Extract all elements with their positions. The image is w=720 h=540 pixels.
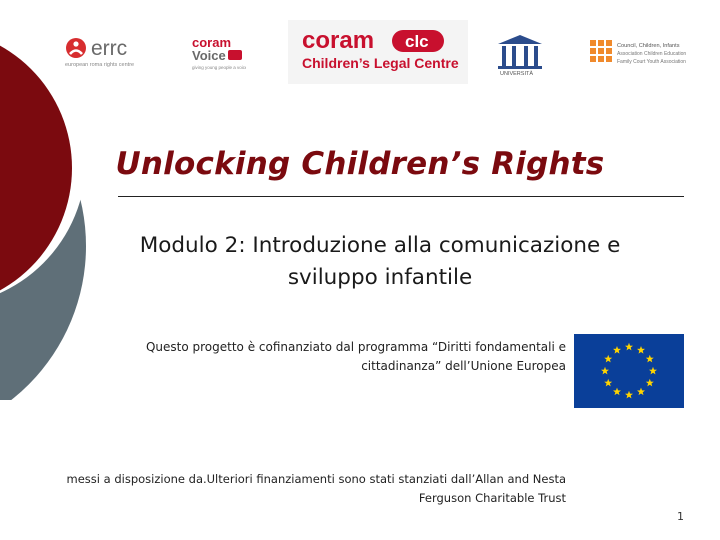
dots-grid-icon xyxy=(590,40,612,62)
subtitle-line-2: sviluppo infantile xyxy=(287,265,473,290)
eu-star xyxy=(625,391,633,399)
ccfja-line3: Family Court Youth Association xyxy=(617,59,686,65)
ccfja-line1: Council, Children, Infants xyxy=(617,43,680,49)
errc-tagline: european roma rights centre xyxy=(65,62,135,68)
slide-title: Unlocking Children’s Rights xyxy=(115,146,605,182)
eu-star xyxy=(613,346,621,354)
eu-star xyxy=(646,379,654,387)
coram-wordmark: coram xyxy=(302,27,375,54)
clc-subtitle: Children’s Legal Centre xyxy=(302,55,459,71)
errc-logo xyxy=(62,34,144,74)
errc-emblem-icon xyxy=(66,38,86,58)
building-icon xyxy=(498,35,542,44)
funding-line-1: messi a disposizione da.Ulteriori finanziamenti sono stati stanziati dall’Allan and Nesta xyxy=(66,472,566,486)
coram-voice-line2: Voice xyxy=(192,48,226,63)
coram-voice-tagline: giving young people a voice xyxy=(192,65,246,70)
eu-star xyxy=(637,346,645,354)
eu-star xyxy=(601,367,609,375)
speech-bubble-icon xyxy=(228,50,242,60)
cofinancing-text xyxy=(100,338,566,376)
clc-badge-text: clc xyxy=(405,32,429,51)
title-underline xyxy=(118,196,684,197)
ccfja-line2: Association Children Education xyxy=(617,51,687,57)
eu-star xyxy=(613,388,621,396)
funding-line-2: Ferguson Charitable Trust xyxy=(418,491,566,505)
university-logo xyxy=(494,32,546,76)
coram-clc-logo xyxy=(288,20,468,84)
page-number: 1 xyxy=(677,510,684,523)
university-caption: UNIVERSITÀ xyxy=(500,71,534,76)
cofinancing-line-1: Questo progetto è cofinanziato dal programma “Diritti fondamentali e xyxy=(145,340,566,354)
eu-star xyxy=(646,355,654,363)
eu-star xyxy=(625,343,633,351)
errc-wordmark: errc xyxy=(91,37,128,60)
eu-star xyxy=(637,388,645,396)
ccfja-logo xyxy=(590,38,694,72)
coram-voice-line1: coram xyxy=(192,35,232,50)
funding-text xyxy=(40,470,566,508)
eu-star xyxy=(649,367,657,375)
cofinancing-line-2: cittadinanza” dell’Unione Europea xyxy=(361,359,566,373)
eu-star xyxy=(604,355,612,363)
slide-subtitle xyxy=(100,230,660,294)
eu-star xyxy=(604,379,612,387)
eu-flag-icon xyxy=(574,334,684,408)
subtitle-line-1: Modulo 2: Introduzione alla comunicazione e xyxy=(139,233,621,258)
coram-voice-logo xyxy=(190,34,246,74)
